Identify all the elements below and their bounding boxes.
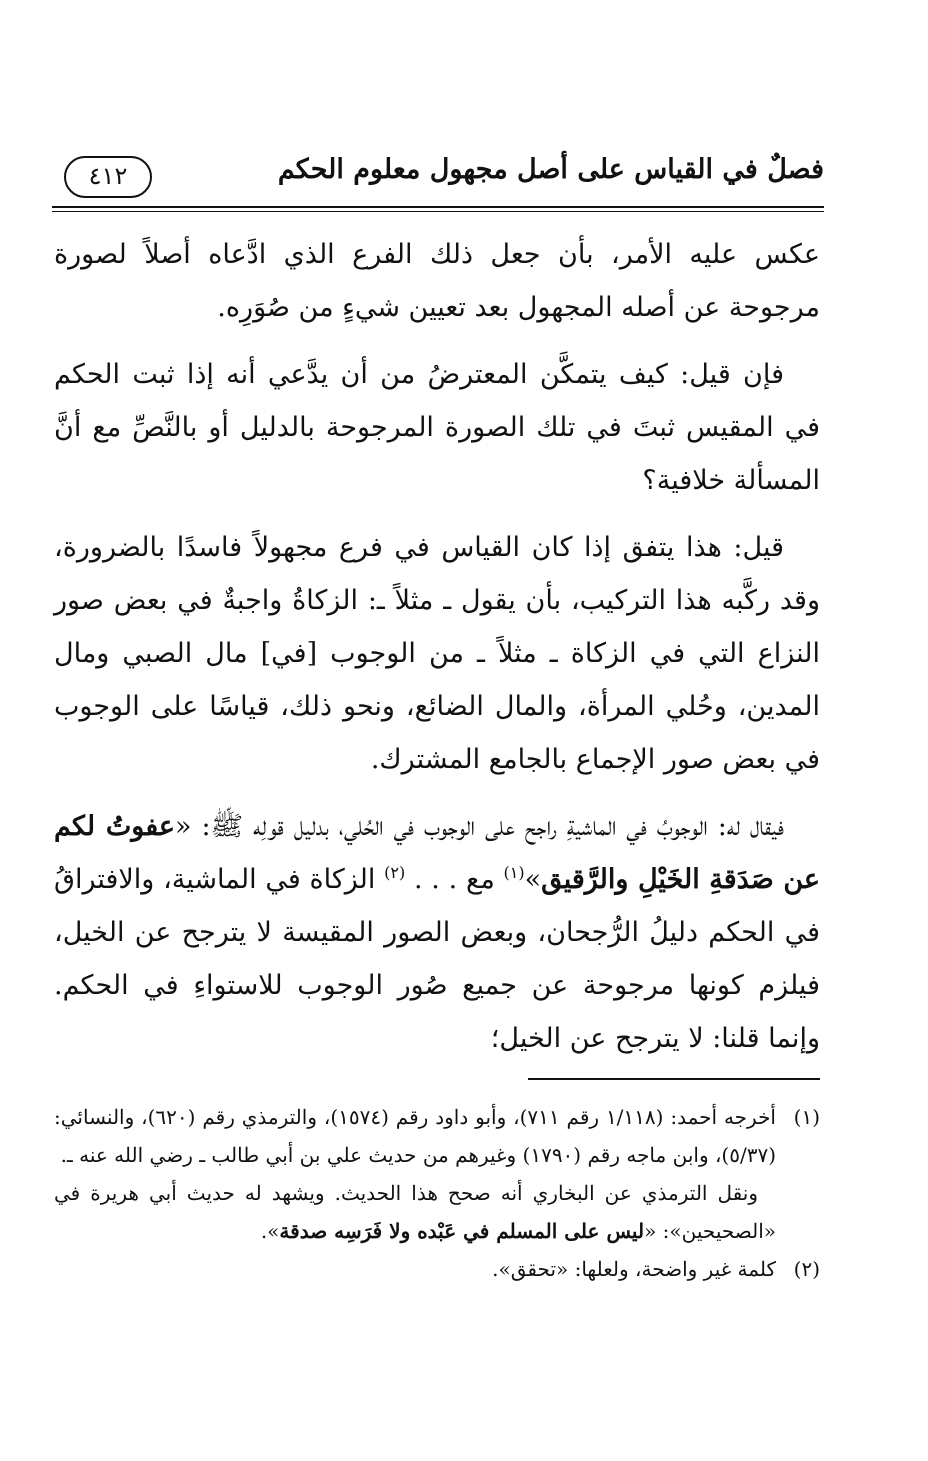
footnote-1-number: (١) bbox=[793, 1105, 820, 1129]
footnote-1-cont-end: ». bbox=[260, 1219, 280, 1243]
header-divider bbox=[52, 206, 824, 212]
footnote-1-cont-start: ونقل الترمذي عن البخاري أنه صحح هذا الحديث. ويشهد له حديث أبي هريرة في «الصحيحين»: « bbox=[54, 1181, 776, 1243]
footnotes bbox=[54, 1098, 820, 1288]
footnote-divider bbox=[528, 1078, 820, 1080]
quote-close: » bbox=[524, 864, 542, 895]
paragraph-1: عكس عليه الأمر، بأن جعل ذلك الفرع الذي ادَّعاه أصلاً لصورة مرجوحة عن أصله المجهول بعد تعيين شيءٍ من صُوَرِه. bbox=[54, 239, 820, 323]
paragraph-2: فإن قيل: كيف يتمكَّن المعترضُ من أن يدَّعي أنه إذا ثبت الحكم في المقيس ثبتَ في تلك الصورة المرجوحة بالدليل أو بالنَّصِّ مع أنَّ المسألة خلافية؟ bbox=[54, 359, 820, 496]
footnote-2-body bbox=[54, 1250, 776, 1288]
paragraph-4-mid: مع . . . bbox=[405, 864, 504, 895]
footnote-2-text: كلمة غير واضحة، ولعلها: «تحقق». bbox=[492, 1257, 776, 1281]
paragraph-4-start: فيقال له: الوجوبُ في الماشيةِ راجح على الوجوب في الحُلي، بدليل قولِه ﷺ: « bbox=[175, 811, 784, 842]
page-title: فصلٌ في القياس على أصل مجهول معلوم الحكم bbox=[277, 154, 824, 185]
main-text bbox=[54, 228, 820, 1079]
footnote-ref-2[interactable]: (٢) bbox=[384, 863, 406, 882]
footnote-ref-1[interactable]: (١) bbox=[503, 863, 525, 882]
footnote-2 bbox=[54, 1250, 820, 1288]
page-number-badge: ٤١٢ bbox=[64, 156, 152, 198]
running-header bbox=[52, 150, 824, 202]
footnote-1-quote: ليس على المسلم في عَبْده ولا فَرَسِه صدقة bbox=[279, 1219, 645, 1243]
footnote-1 bbox=[54, 1098, 820, 1250]
footnote-2-number: (٢) bbox=[793, 1257, 820, 1281]
paragraph-4-end: الزكاة في الماشية، والافتراقُ في الحكم دليلُ الرُّجحان، وبعض الصور المقيسة لا يترجح عن الخيل، فيلزم كونها مرجوحة عن جميع صُور الوجوب للاستواءِ في الحكم. وإنما قلنا: لا يترجح عن الخيل؛ bbox=[54, 864, 820, 1054]
hadith-quote: عفوتُ لكم عن صَدَقةِ الخَيْلِ والرَّقيق bbox=[54, 811, 820, 895]
paragraph-4 bbox=[54, 800, 820, 1065]
footnote-1-body bbox=[54, 1098, 776, 1250]
paragraph-3: قيل: هذا يتفق إذا كان القياس في فرع مجهولاً فاسدًا بالضرورة، وقد ركَّبه هذا التركيب، بأن يقول ـ مثلاً ـ: الزكاةُ واجبةٌ في بعض صور النزاع التي في الزكاة ـ مثلاً ـ من الوجوب [في] مال الصبي ومال المدين، وحُلي المرأة، والمال الضائع، ونحو ذلك، قياسًا على الوجوب في بعض صور الإجماع بالجامع المشترك. bbox=[54, 532, 820, 775]
footnote-1-continuation bbox=[54, 1174, 776, 1250]
footnote-1-text: أخرجه أحمد: (١/١١٨ رقم ٧١١)، وأبو داود رقم (١٥٧٤)، والترمذي رقم (٦٢٠)، والنسائي: (٥/٣٧)، وابن ماجه رقم (١٧٩٠) وغيرهم من حديث علي بن أبي طالب ـ رضي الله عنه ـ. bbox=[54, 1105, 776, 1167]
